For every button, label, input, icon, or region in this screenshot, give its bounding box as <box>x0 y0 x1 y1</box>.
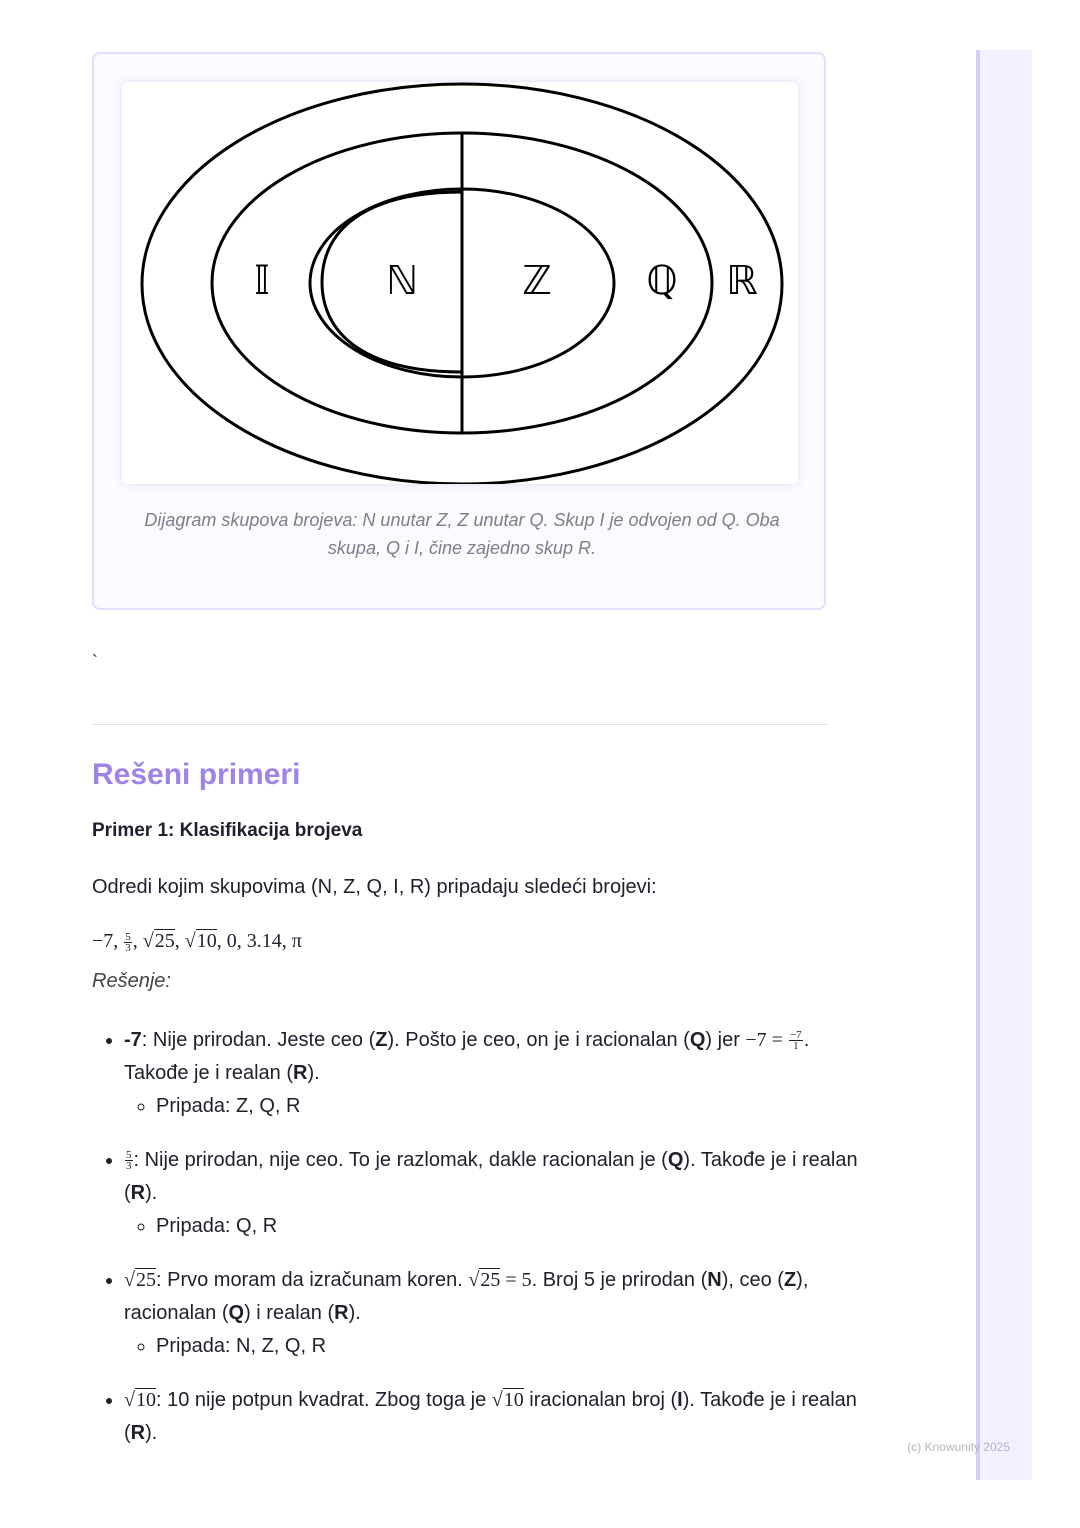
sub-list-item: ◦ Pripada: Q, R <box>156 1210 864 1243</box>
sub-list-item: ◦ Pripada: N, Z, Q, R <box>156 1330 864 1363</box>
example-task: Odredi kojim skupovima (N, Z, Q, I, R) pripadaju sledeći brojevi: <box>92 876 657 898</box>
sqrt-10: √10 <box>184 930 217 952</box>
label-natural: ℕ <box>385 258 419 304</box>
label-integer: ℤ <box>522 258 552 304</box>
list-item: • $\frac{5}{3}$ : Nije prirodan, nije ceo. To je razlomak, dakle racionalan je (Q). Takođe je i realan (R). ◦ Pripada: Q, R <box>124 1144 864 1243</box>
sqrt: √25 <box>468 1269 501 1291</box>
caption-line-1: Dijagram skupova brojeva: N unutar Z, Z unutar Q. Skup I je odvojen od Q. Oba <box>144 510 780 530</box>
list-item: • √10: 10 nije potpun kvadrat. Zbog toga je √10 iracionalan broj (I). Takođe je i realan (R). <box>124 1384 864 1450</box>
fraction-5-3: $\frac{5}{3}$ <box>125 930 131 954</box>
list-item: • √25: Prvo moram da izračunam koren. √25 = 5. Broj 5 je prirodan (N), ceo (Z), racionalan (Q) i realan (R). ◦ Pripada: N, Z, Q, R <box>124 1264 864 1363</box>
sqrt: √10 <box>124 1389 156 1411</box>
section-divider <box>92 724 828 725</box>
number-sets-diagram <box>122 82 798 484</box>
example-title: Primer 1: Klasifikacija brojeva <box>92 820 363 841</box>
fraction: • $\frac{5}{3}$ <box>126 1149 132 1173</box>
figure-caption <box>124 506 800 562</box>
number-list: −7, $\frac{5}{3}$ , √25, √10, 0, 3.14, π <box>92 930 302 954</box>
solution-label: Rešenje: <box>92 970 171 992</box>
section-title: Rešeni primeri <box>92 758 301 791</box>
sqrt: √25 <box>124 1269 156 1291</box>
label-real: ℝ <box>726 258 758 304</box>
caption-line-2: skupa, Q i I, čine zajedno skup R. <box>327 538 597 558</box>
copyright-note: (c) Knowunity 2025 <box>907 1440 1010 1454</box>
sqrt-25: √25 <box>142 930 175 952</box>
list-item: • -7: Nije prirodan. Jeste ceo (Z). Pošto je ceo, on je i racionalan (Q) jer −7 = $\frac{-7}{1}$ . Takođe je i realan (R). ◦ Pripada: Z, Q, R <box>124 1024 864 1123</box>
figure-card <box>92 52 826 610</box>
label-irrational: 𝕀 <box>254 258 270 304</box>
sub-list-item: ◦ Pripada: Z, Q, R <box>156 1090 864 1123</box>
stray-backtick: ` <box>92 652 98 672</box>
venn-diagram-svg <box>122 82 798 484</box>
sidebar-panel <box>976 50 1032 1480</box>
fraction: $\frac{-7}{1}$ <box>789 1029 802 1053</box>
solution-list <box>92 1024 864 1471</box>
label-rational: ℚ <box>646 258 678 304</box>
sqrt: √10 <box>491 1389 524 1411</box>
